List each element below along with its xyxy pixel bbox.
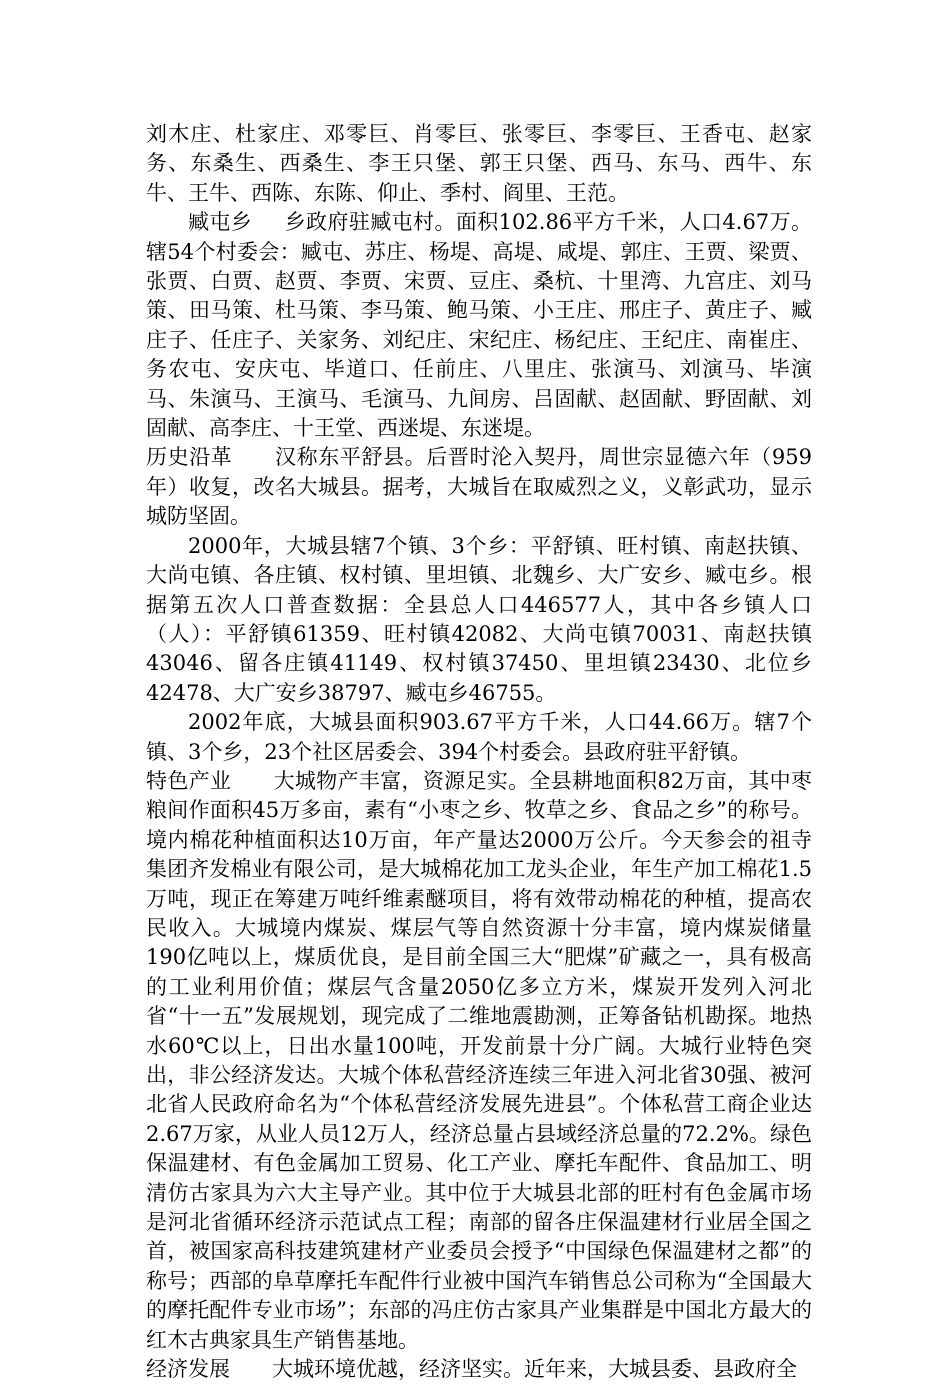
paragraph-text: 大城物产丰富，资源足实。全县耕地面积82万亩，其中枣粮间作面积45万多亩，素有“小枣之乡、牧草之乡、食品之乡”的称号。境内棉花种植面积达10万亩，年产量达2000万公斤。今天参会的祖寺集团齐发棉业有限公司，是大城棉花加工龙头企业，年生产加工棉花1.5万吨，现正在筹建万吨纤维素醚项目，将有效带动棉花的种植，提高农民收入。大城境内煤炭、煤层气等自然资源十分丰富，境内煤炭储量190亿吨以上，煤质优良，是目前全国三大“肥煤”矿藏之一，具有极高的工业利用价值；煤层气含量2050亿多立方米，煤炭开发列入河北省“十一五”发展规划，现完成了二维地震勘测，正筹备钻机勘探。地热水60℃以上，日出水量100吨，开发前景十分广阔。大城行业特色突出，非公经济发达。大城个体私营经济连续三年进入河北省30强、被河北省人民政府命名为“个体私营经济发展先进县”。个体私营工商企业达2.67万家，从业人员12万人，经济总量占县域经济总量的72.2%。绿色保温建材、有色金属加工贸易、化工产业、摩托车配件、食品加工、明清仿古家具为六大主导产业。其中位于大城县北部的旺村有色金属市场是河北省循环经济示范试点工程；南部的留各庄保温建材行业居全国之首，被国家高科技建筑建材产业委员会授予“中国绿色保温建材之都”的称号；西部的阜草摩托车配件行业被中国汽车销售总公司称为“全国最大的摩托配件专业市场”；东部的冯庄仿古家具产业集群是中国北方最大的红木古典家具生产销售基地。 xyxy=(146,768,812,1352)
paragraph-economy xyxy=(146,1355,812,1384)
paragraph-village-list xyxy=(146,120,812,208)
paragraph-census-2000 xyxy=(146,532,812,708)
paragraph-text: 2000年，大城县辖7个镇、3个乡：平舒镇、旺村镇、南赵扶镇、大尚屯镇、各庄镇、权村镇、里坦镇、北魏乡、大广安乡、臧屯乡。根据第五次人口普查数据：全县总人口446577人，其中各乡镇人口（人）：平舒镇61359、旺村镇42082、大尚屯镇70031、南赵扶镇43046、留各庄镇41149、权村镇37450、里坦镇23430、北位乡42478、大广安乡38797、臧屯乡46755。 xyxy=(146,533,812,705)
document-page xyxy=(146,120,812,1384)
section-heading: 特色产业 xyxy=(146,768,232,793)
section-heading: 经济发展 xyxy=(146,1357,230,1382)
section-heading: 臧屯乡 xyxy=(188,210,253,235)
paragraph-zangtun-township xyxy=(146,208,812,443)
paragraph-area-2002 xyxy=(146,708,812,767)
paragraph-text: 刘木庄、杜家庄、邓零巨、肖零巨、张零巨、李零巨、王香屯、赵家务、东桑生、西桑生、李王只堡、郭王只堡、西马、东马、西牛、东牛、王牛、西陈、东陈、仰止、季村、阎里、王范。 xyxy=(146,122,812,205)
paragraph-industry xyxy=(146,767,812,1355)
section-heading: 历史沿革 xyxy=(146,445,233,470)
paragraph-history xyxy=(146,443,812,531)
paragraph-text: 乡政府驻臧屯村。面积102.86平方千米，人口4.67万。辖54个村委会：臧屯、苏庄、杨堤、高堤、咸堤、郭庄、王贾、梁贾、张贾、白贾、赵贾、李贾、宋贾、豆庄、桑杭、十里湾、九宫庄、刘马策、田马策、杜马策、李马策、鲍马策、小王庄、邢庄子、黄庄子、臧庄子、任庄子、关家务、刘纪庄、宋纪庄、杨纪庄、王纪庄、南崔庄、务农屯、安庆屯、毕道口、任前庄、八里庄、张演马、刘演马、毕演马、朱演马、王演马、毛演马、九间房、吕固献、赵固献、野固献、刘固献、高李庄、十王堂、西迷堤、东迷堤。 xyxy=(146,210,812,441)
paragraph-text: 大城环境优越，经济坚实。近年来，大城县委、县政府全 xyxy=(272,1357,797,1382)
paragraph-text: 汉称东平舒县。后晋时沦入契丹，周世宗显德六年（959年）收复，改名大城县。据考，大城旨在取威烈之义，义彰武功，显示城防坚固。 xyxy=(146,445,812,529)
paragraph-text: 2002年底，大城县面积903.67平方千米，人口44.66万。辖7个镇、3个乡，23个社区居委会、394个村委会。县政府驻平舒镇。 xyxy=(146,710,812,764)
